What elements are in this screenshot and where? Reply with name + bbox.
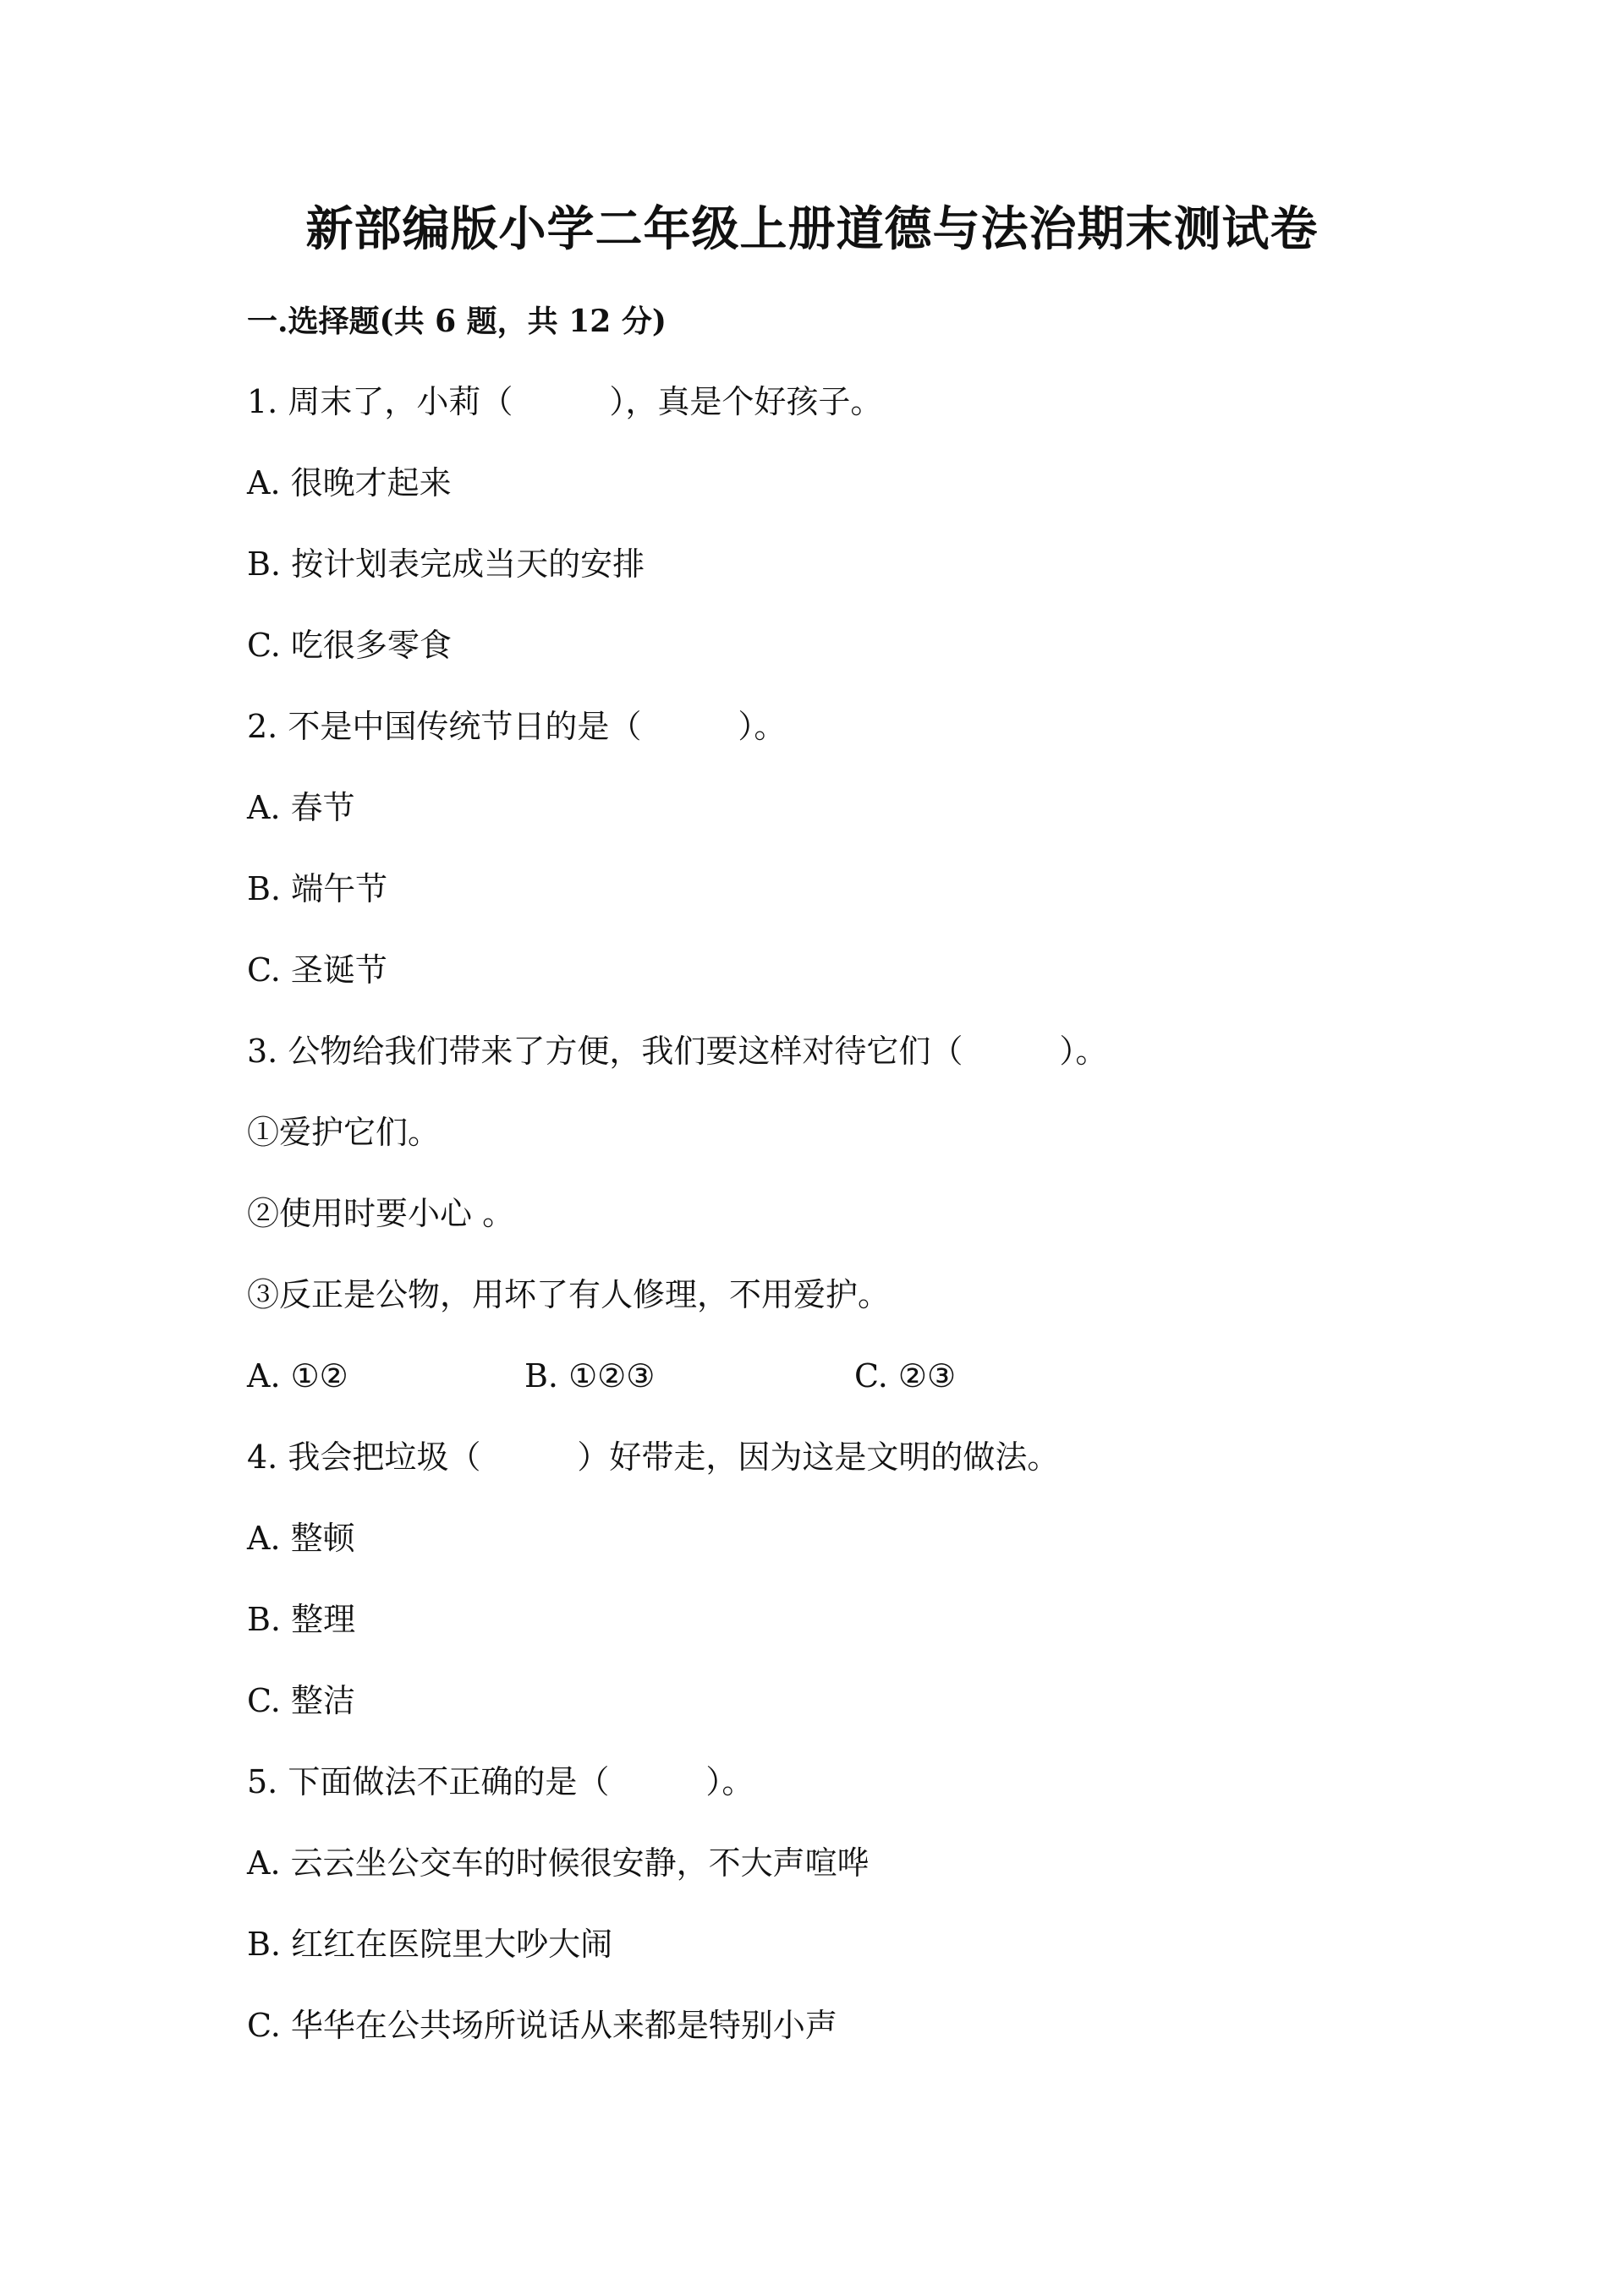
question-stem: 2. 不是中国传统节日的是（ ）。	[247, 708, 787, 745]
answer-option: B. 整理	[247, 1601, 356, 1638]
answer-option: A. 很晚才起来	[247, 464, 452, 501]
answer-option: C. 吃很多零食	[247, 627, 452, 664]
answer-option: A. 整顿	[247, 1520, 355, 1557]
answer-option: A. 春节	[247, 789, 355, 826]
document-title: 新部编版小学二年级上册道德与法治期末测试卷	[305, 201, 1319, 257]
answer-option: B. 按计划表完成当天的安排	[247, 545, 645, 583]
answer-option: C. ②③	[854, 1357, 957, 1395]
answer-option: B. 端午节	[247, 870, 388, 907]
answer-option: B. 红红在医院里大吵大闹	[247, 1926, 613, 1963]
answer-option: C. 圣诞节	[247, 951, 387, 989]
question-stem: 3. 公物给我们带来了方便，我们要这样对待它们（ ）。	[247, 1033, 1108, 1070]
answer-option: B. ①②③	[524, 1357, 656, 1395]
question-stem: 4. 我会把垃圾（ ）好带走，因为这是文明的做法。	[247, 1438, 1060, 1476]
statement-item: ②使用时要小心 。	[247, 1195, 515, 1232]
answer-option: C. 华华在公共场所说话从来都是特别小声	[247, 2007, 837, 2044]
answer-option: A. ①②	[247, 1357, 348, 1395]
question-stem: 5. 下面做法不正确的是（ ）。	[247, 1763, 754, 1800]
answer-option: A. 云云坐公交车的时候很安静，不大声喧哗	[247, 1844, 870, 1882]
section-heading: 一.选择题(共 6 题，共 12 分)	[247, 304, 667, 339]
statement-item: ①爱护它们。	[247, 1114, 441, 1151]
question-stem: 1. 周末了，小莉（ ），真是个好孩子。	[247, 383, 883, 420]
statement-item: ③反正是公物，用坏了有人修理，不用爱护。	[247, 1276, 891, 1313]
answer-option: C. 整洁	[247, 1682, 355, 1719]
